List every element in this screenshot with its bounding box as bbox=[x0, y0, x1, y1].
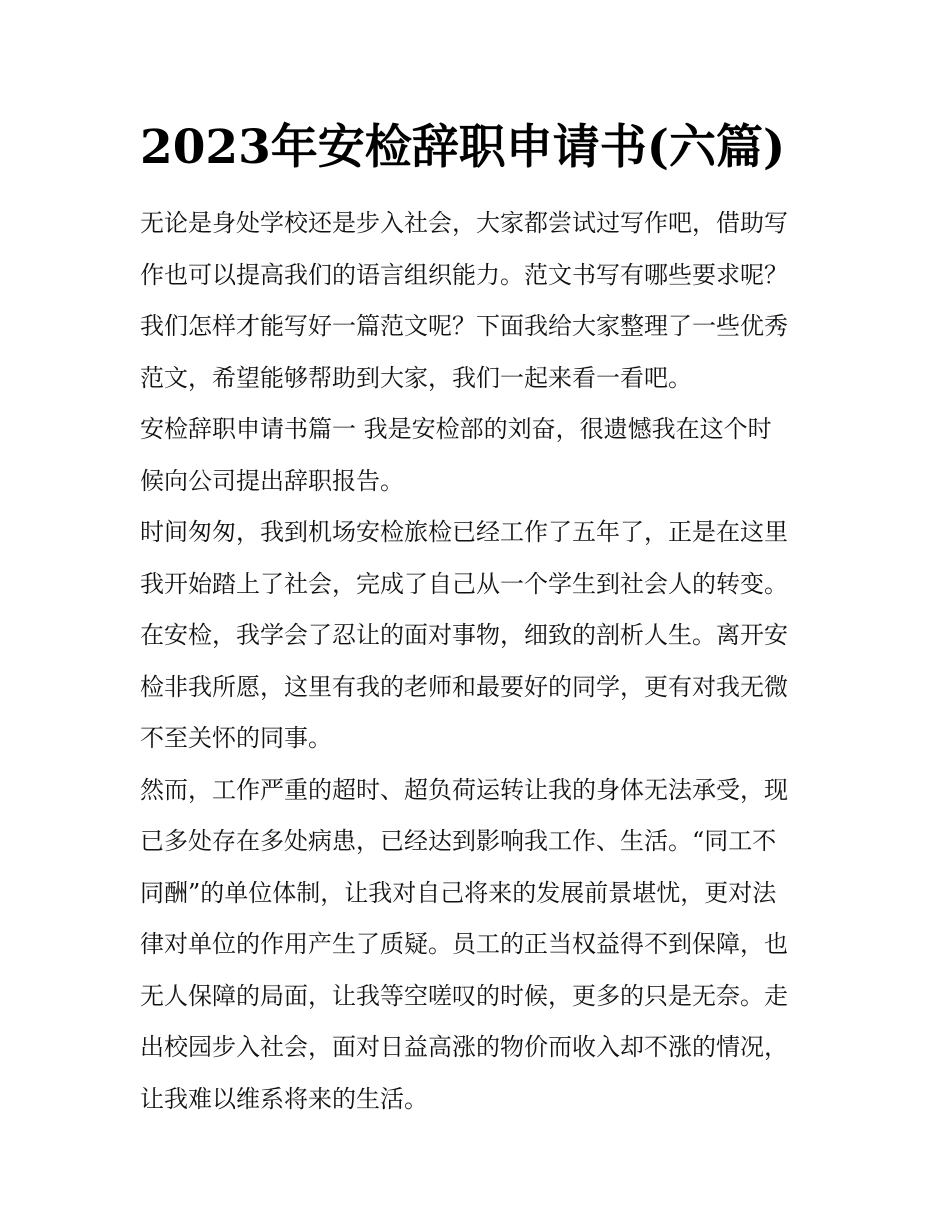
text-line: 我们怎样才能写好一篇范文呢？下面我给大家整理了一些优秀 bbox=[140, 312, 788, 340]
text-line: 无论是身处学校还是步入社会，大家都尝试过写作吧，借助写 bbox=[140, 209, 788, 237]
text-line: 范文，希望能够帮助到大家，我们一起来看一看吧。 bbox=[140, 363, 692, 392]
text-line: 然而，工作严重的超时、超负荷运转让我的身体无法承受，现 bbox=[140, 775, 788, 804]
text-line: 同酬”的单位体制，让我对自己将来的发展前景堪忧，更对法 bbox=[140, 878, 777, 907]
text-line: 律对单位的作用产生了质疑。员工的正当权益得不到保障，也 bbox=[140, 930, 788, 958]
document-title: 2023年安检辞职申请书(六篇) bbox=[140, 120, 786, 175]
text-line: 作也可以提高我们的语言组织能力。范文书写有哪些要求呢？ bbox=[140, 260, 788, 289]
text-line: 出校园步入社会，面对日益高涨的物价而收入却不涨的情况， bbox=[140, 1033, 788, 1061]
text-line: 安检辞职申请书篇一 我是安检部的刘奋，很遗憾我在这个时 bbox=[140, 415, 772, 443]
text-line: 检非我所愿，这里有我的老师和最要好的同学，更有对我无微 bbox=[140, 672, 788, 701]
text-line: 让我难以维系将来的生活。 bbox=[140, 1084, 428, 1113]
text-line: 在安检，我学会了忍让的面对事物，细致的剖析人生。离开安 bbox=[140, 621, 788, 649]
text-line: 我开始踏上了社会，完成了自己从一个学生到社会人的转变。 bbox=[140, 569, 788, 598]
text-line: 候向公司提出辞职报告。 bbox=[140, 466, 404, 495]
text-line: 无人保障的局面，让我等空嗟叹的时候，更多的只是无奈。走 bbox=[140, 981, 788, 1010]
text-line: 时间匆匆，我到机场安检旅检已经工作了五年了，正是在这里 bbox=[140, 518, 788, 546]
text-line: 不至关怀的同事。 bbox=[140, 724, 332, 752]
text-line: 已多处存在多处病患，已经达到影响我工作、生活。“同工不 bbox=[140, 827, 777, 855]
document-body bbox=[140, 198, 816, 1125]
